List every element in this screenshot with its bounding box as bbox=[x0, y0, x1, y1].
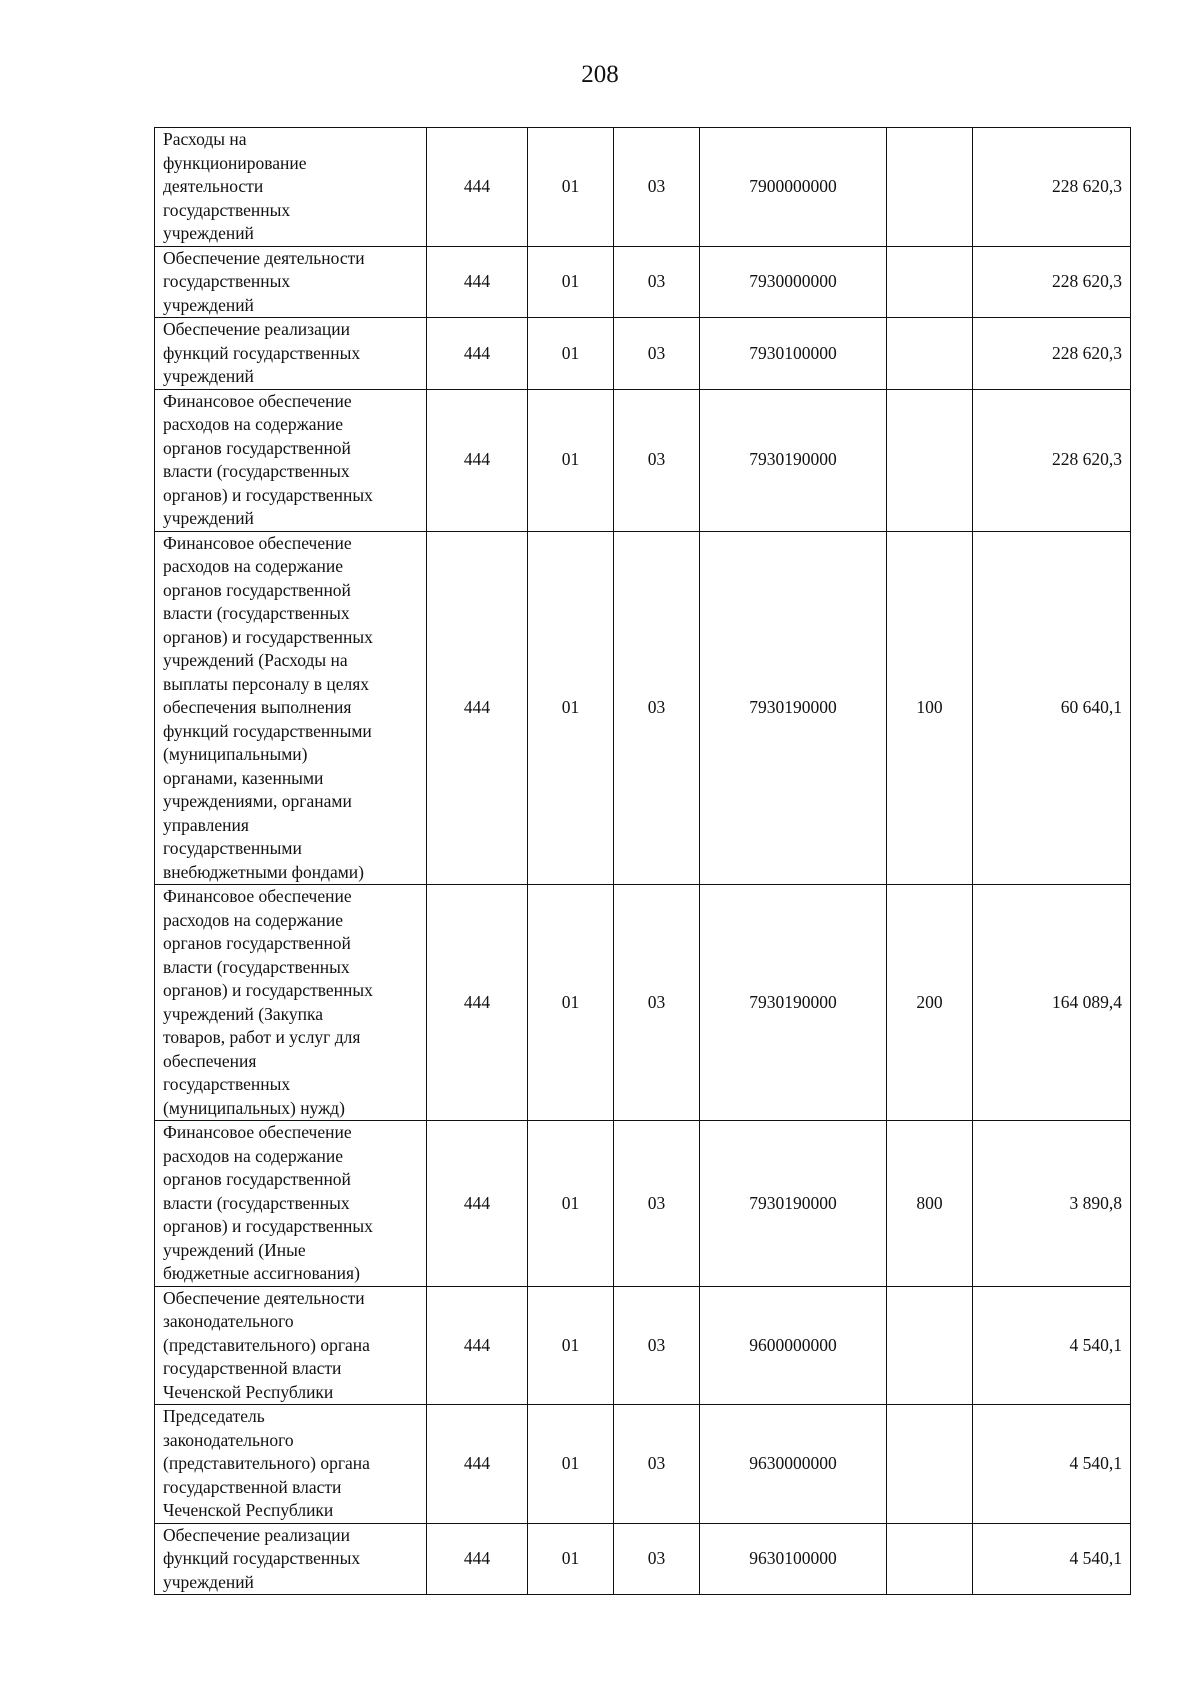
row-csr-cell: 9630000000 bbox=[700, 1405, 887, 1524]
row-ved-cell: 444 bbox=[427, 1523, 528, 1595]
table-row bbox=[155, 1405, 1131, 1524]
row-pr-cell: 03 bbox=[614, 1286, 700, 1405]
row-pr-cell: 03 bbox=[614, 246, 700, 318]
table-row bbox=[155, 1286, 1131, 1405]
row-csr-cell: 7930190000 bbox=[700, 1121, 887, 1287]
row-pr-cell: 03 bbox=[614, 531, 700, 885]
row-rz-cell: 01 bbox=[528, 1405, 614, 1524]
page-number: 208 bbox=[581, 61, 619, 88]
row-ved-cell: 444 bbox=[427, 128, 528, 247]
table-row bbox=[155, 128, 1131, 247]
row-vr-cell bbox=[887, 389, 973, 531]
row-ved-cell: 444 bbox=[427, 1405, 528, 1524]
row-name-cell: Обеспечение реализации функций государственных учреждений bbox=[155, 318, 427, 390]
row-pr-cell: 03 bbox=[614, 885, 700, 1121]
table-body bbox=[155, 128, 1131, 1595]
row-amount-cell: 4 540,1 bbox=[973, 1405, 1131, 1524]
row-ved-cell: 444 bbox=[427, 531, 528, 885]
row-name-cell: Обеспечение деятельности государственных учреждений bbox=[155, 246, 427, 318]
row-name-cell: Финансовое обеспечение расходов на содержание органов государственной власти (государственных органов) и государственных учреждений (Закупка товаров, работ и услуг для обеспечения государственных (муниципальных) нужд) bbox=[155, 885, 427, 1121]
row-ved-cell: 444 bbox=[427, 1286, 528, 1405]
table-row bbox=[155, 246, 1131, 318]
row-amount-cell: 228 620,3 bbox=[973, 318, 1131, 390]
row-amount-cell: 4 540,1 bbox=[973, 1286, 1131, 1405]
row-ved-cell: 444 bbox=[427, 885, 528, 1121]
row-vr-cell bbox=[887, 1523, 973, 1595]
row-csr-cell: 7930000000 bbox=[700, 246, 887, 318]
row-amount-cell: 60 640,1 bbox=[973, 531, 1131, 885]
row-ved-cell: 444 bbox=[427, 246, 528, 318]
row-name-cell: Обеспечение деятельности законодательного (представительного) органа государственной власти Чеченской Республики bbox=[155, 1286, 427, 1405]
row-amount-cell: 228 620,3 bbox=[973, 389, 1131, 531]
row-ved-cell: 444 bbox=[427, 389, 528, 531]
row-csr-cell: 7900000000 bbox=[700, 128, 887, 247]
table-row bbox=[155, 1121, 1131, 1287]
row-pr-cell: 03 bbox=[614, 318, 700, 390]
row-vr-cell: 100 bbox=[887, 531, 973, 885]
row-amount-cell: 228 620,3 bbox=[973, 246, 1131, 318]
row-vr-cell bbox=[887, 318, 973, 390]
row-ved-cell: 444 bbox=[427, 1121, 528, 1287]
row-name-cell: Финансовое обеспечение расходов на содержание органов государственной власти (государственных органов) и государственных учреждений (Расходы на выплаты персоналу в целях обеспечения выполнения функций государственными (муниципальными) органами, казенными учреждениями, органами управления государственными внебюджетными фондами) bbox=[155, 531, 427, 885]
row-pr-cell: 03 bbox=[614, 1523, 700, 1595]
row-vr-cell bbox=[887, 1405, 973, 1524]
row-rz-cell: 01 bbox=[528, 885, 614, 1121]
row-amount-cell: 228 620,3 bbox=[973, 128, 1131, 247]
row-rz-cell: 01 bbox=[528, 1286, 614, 1405]
table-row bbox=[155, 389, 1131, 531]
row-csr-cell: 9600000000 bbox=[700, 1286, 887, 1405]
row-name-cell: Финансовое обеспечение расходов на содержание органов государственной власти (государственных органов) и государственных учреждений bbox=[155, 389, 427, 531]
budget-table bbox=[154, 127, 1131, 1595]
row-pr-cell: 03 bbox=[614, 1121, 700, 1287]
table-row bbox=[155, 1523, 1131, 1595]
row-rz-cell: 01 bbox=[528, 1121, 614, 1287]
row-name-cell: Председатель законодательного (представительного) органа государственной власти Чеченской Республики bbox=[155, 1405, 427, 1524]
row-amount-cell: 164 089,4 bbox=[973, 885, 1131, 1121]
row-vr-cell bbox=[887, 128, 973, 247]
table-row bbox=[155, 531, 1131, 885]
row-rz-cell: 01 bbox=[528, 1523, 614, 1595]
row-vr-cell bbox=[887, 246, 973, 318]
row-rz-cell: 01 bbox=[528, 318, 614, 390]
row-pr-cell: 03 bbox=[614, 389, 700, 531]
row-rz-cell: 01 bbox=[528, 246, 614, 318]
row-csr-cell: 7930190000 bbox=[700, 389, 887, 531]
row-amount-cell: 3 890,8 bbox=[973, 1121, 1131, 1287]
row-name-cell: Обеспечение реализации функций государственных учреждений bbox=[155, 1523, 427, 1595]
table-row bbox=[155, 318, 1131, 390]
row-rz-cell: 01 bbox=[528, 128, 614, 247]
row-ved-cell: 444 bbox=[427, 318, 528, 390]
row-rz-cell: 01 bbox=[528, 531, 614, 885]
row-csr-cell: 7930100000 bbox=[700, 318, 887, 390]
row-name-cell: Финансовое обеспечение расходов на содержание органов государственной власти (государственных органов) и государственных учреждений (Иные бюджетные ассигнования) bbox=[155, 1121, 427, 1287]
row-csr-cell: 7930190000 bbox=[700, 885, 887, 1121]
row-vr-cell: 200 bbox=[887, 885, 973, 1121]
row-vr-cell: 800 bbox=[887, 1121, 973, 1287]
row-name-cell: Расходы на функционирование деятельности государственных учреждений bbox=[155, 128, 427, 247]
row-rz-cell: 01 bbox=[528, 389, 614, 531]
table-row bbox=[155, 885, 1131, 1121]
row-csr-cell: 9630100000 bbox=[700, 1523, 887, 1595]
row-amount-cell: 4 540,1 bbox=[973, 1523, 1131, 1595]
row-pr-cell: 03 bbox=[614, 128, 700, 247]
row-csr-cell: 7930190000 bbox=[700, 531, 887, 885]
row-vr-cell bbox=[887, 1286, 973, 1405]
row-pr-cell: 03 bbox=[614, 1405, 700, 1524]
